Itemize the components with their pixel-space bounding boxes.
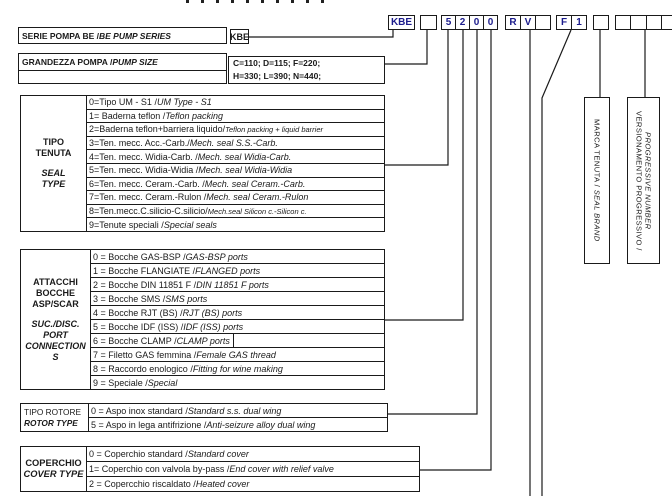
table-row: 7 = Filetto GAS femmina / Female GAS thread xyxy=(91,347,384,361)
size-label-it: GRANDEZZA POMPA / xyxy=(22,57,113,67)
progressive-text-line2: PROGRESSIVE NUMBER xyxy=(643,131,653,230)
seal-subtitle-line: SEAL xyxy=(41,168,66,178)
code-cell-variant: 1 xyxy=(571,16,586,29)
code-series-text: KBE xyxy=(390,16,413,28)
progressive-number-box xyxy=(627,97,660,264)
seal-subtitle-line: TYPE xyxy=(41,179,66,189)
code-group-digits xyxy=(441,15,498,30)
cover-subtitle-line: COVER TYPE xyxy=(23,469,84,479)
seal-type-table xyxy=(20,95,385,232)
size-label-en: PUMP SIZE xyxy=(112,57,158,67)
rotor-title-line: TIPO ROTORE xyxy=(24,406,82,417)
table-row: 0 = Bocche GAS-BSP / GAS-BSP ports xyxy=(93,251,248,262)
code-cell-brand xyxy=(593,15,609,30)
port-connections-table xyxy=(20,249,385,390)
table-row: 0=Tipo UM - S1 / UM Type - S1 xyxy=(89,97,212,108)
rotor-type-rows xyxy=(89,404,387,431)
seal-brand-text-it: MARCA TENUTA / xyxy=(592,119,602,190)
code-cell-letter: V xyxy=(520,16,535,29)
code-cell-progressive xyxy=(630,16,645,29)
code-cell-series xyxy=(388,15,415,30)
rotor-subtitle-line: ROTOR TYPE xyxy=(24,417,78,428)
code-cell-letter xyxy=(535,16,550,29)
ports-title-line: BOCCHE xyxy=(35,287,75,298)
code-cell-digit: 0 xyxy=(483,16,497,29)
progressive-text-line1: VERSIONAMENTO PROGRESSIVO / xyxy=(634,110,644,251)
code-cell-letter: R xyxy=(509,16,517,28)
table-row: 9=Tenute speciali / Special seals xyxy=(87,217,384,231)
ports-subtitle-line: PORT xyxy=(43,329,68,340)
series-label-box xyxy=(18,27,227,44)
code-cell-digit: 2 xyxy=(455,16,469,29)
table-row: 1 = Bocche FLANGIATE / FLANGED ports xyxy=(91,263,384,277)
table-row: 9 = Speciale / Special xyxy=(91,375,384,389)
table-row: 4 = Bocche RJT (BS) / RJT (BS) ports xyxy=(91,305,384,319)
table-row: 8 = Raccordo enologico / Fitting for wine making xyxy=(91,361,384,375)
ports-subtitle-line: SUC./DISC. xyxy=(31,318,80,329)
seal-type-header xyxy=(21,96,87,231)
cover-type-rows xyxy=(87,447,419,491)
series-label-it: SERIE POMPA BE / xyxy=(22,30,99,41)
seal-title-line: TIPO xyxy=(42,137,64,147)
series-value-box xyxy=(230,29,249,44)
code-group-variant xyxy=(556,15,587,30)
seal-brand-text-en: SEAL BRAND xyxy=(592,189,602,242)
cover-type-table xyxy=(20,446,420,492)
size-label-box xyxy=(18,53,227,84)
code-cell-progressive xyxy=(646,16,661,29)
table-row: 5 = Bocche IDF (ISS) / IDF (ISS) ports xyxy=(91,319,384,333)
series-label-en: BE PUMP SERIES xyxy=(99,30,171,41)
table-row: 0 = Coperchio standard / Standard cover xyxy=(89,449,249,459)
seal-type-rows xyxy=(87,96,384,231)
table-row: 4=Ten. mecc. Widia-Carb. / Mech. seal Widia-Carb. xyxy=(87,149,384,163)
code-cell-progressive xyxy=(661,16,672,29)
cover-title-line: COPERCHIO xyxy=(25,458,82,468)
table-row: 6=Ten. mecc. Ceram.-Carb. / Mech. seal Ceram.-Carb. xyxy=(87,177,384,191)
code-cell-digit: 5 xyxy=(445,16,452,28)
clipped-text-fragment xyxy=(186,0,336,3)
table-row: 0 = Aspo inox standard / Standard s.s. dual wing xyxy=(91,405,282,416)
table-row: 7=Ten. mecc. Ceram.-Rulon / Mech. seal Ceram.-Rulon xyxy=(87,190,384,204)
seal-brand-box xyxy=(584,97,610,264)
table-row: 2 = Bocche DIN 11851 F / DIN 11851 F ports xyxy=(91,277,384,291)
cover-type-header xyxy=(21,447,87,491)
seal-title-line: TENUTA xyxy=(35,148,72,158)
ports-subtitle-line: CONNECTION xyxy=(25,340,86,351)
size-values-box xyxy=(228,56,385,84)
rotor-type-table xyxy=(20,403,388,432)
rotor-type-header xyxy=(21,404,89,431)
table-row: 3=Ten. mecc. Acc.-Carb./ Mech. seal S.S.-Carb. xyxy=(87,136,384,150)
port-connections-rows xyxy=(91,250,384,389)
table-row: 3 = Bocche SMS / SMS ports xyxy=(91,291,384,305)
code-cell-size xyxy=(420,15,437,30)
series-value-text: KBE xyxy=(230,31,250,42)
code-cell-variant: F xyxy=(560,16,568,28)
table-row: 5 = Aspo in lega antifrizione / Anti-seizure alloy dual wing xyxy=(89,417,387,431)
port-connections-header xyxy=(21,250,91,389)
ports-subtitle-line: S xyxy=(52,351,59,362)
table-row: 2=Baderna teflon+barriera liquido/ Teflon packing + liquid barrier xyxy=(87,122,384,136)
code-cell-progressive xyxy=(616,16,630,29)
size-values-line1: C=110; D=115; F=220; xyxy=(233,58,321,68)
table-row: 1= Baderna teflon / Teflon packing xyxy=(87,109,384,123)
table-row: 8=Ten.mecc.C.silicio-C.silicio/ Mech.seal Silicon c.-Silicon c. xyxy=(87,204,384,218)
table-row: 6 = Bocche CLAMP / CLAMP ports xyxy=(91,333,384,347)
code-group-progressive xyxy=(615,15,672,30)
code-group-letters xyxy=(505,15,551,30)
ports-title-line: ATTACCHI xyxy=(33,276,78,287)
ports-title-line: ASP/SCAR xyxy=(32,298,79,309)
table-row: 1= Coperchio con valvola by-pass / End cover with relief valve xyxy=(87,461,419,476)
code-cell-digit: 0 xyxy=(469,16,483,29)
table-row: 2 = Copercchio riscaldato / Heated cover xyxy=(87,476,419,491)
size-values-line2: H=330; L=390; N=440; xyxy=(233,71,322,81)
table-row: 5=Ten. mecc. Widia-Widia / Mech. seal Widia-Widia xyxy=(87,163,384,177)
